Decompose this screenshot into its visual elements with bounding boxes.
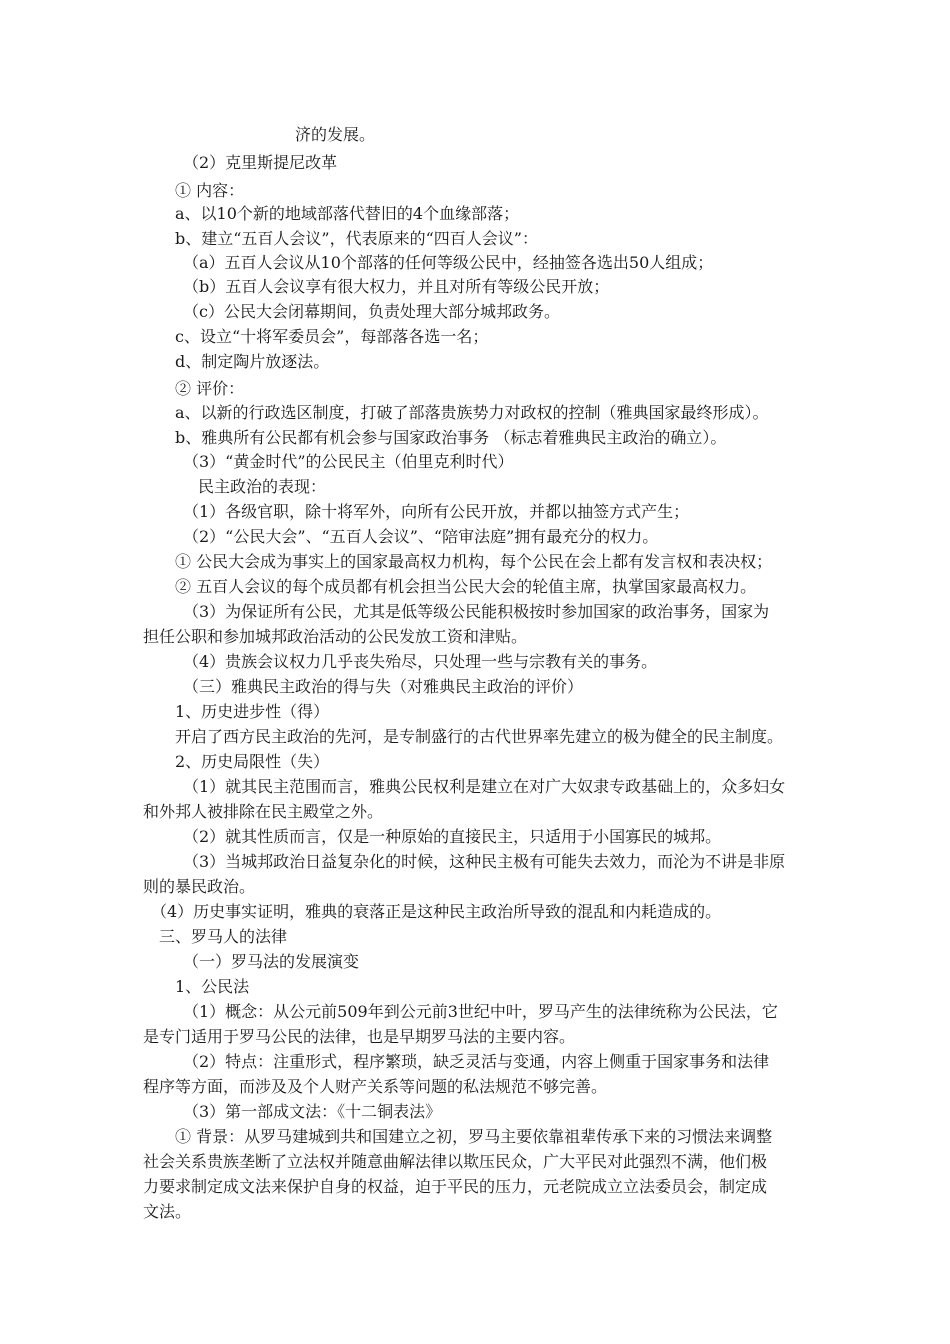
text-line: （2）特点：注重形式，程序繁琐，缺乏灵活与变通，内容上侧重于国家事务和法律	[183, 1052, 770, 1071]
text-line: 文法。	[143, 1202, 192, 1221]
text-line: （3）“黄金时代”的公民民主（伯里克利时代）	[183, 452, 514, 471]
text-line: 则的暴民政治。	[143, 877, 256, 896]
text-line: （1）就其民主范围而言，雅典公民权利是建立在对广大奴隶专政基础上的，众多妇女	[183, 777, 786, 796]
text-line: a、以新的行政选区制度，打破了部落贵族势力对政权的控制（雅典国家最终形成）。	[175, 403, 769, 422]
text-line: （一）罗马法的发展演变	[183, 952, 360, 971]
text-line: 力要求制定成文法来保护自身的权益，迫于平民的压力，元老院成立立法委员会，制定成	[143, 1177, 768, 1196]
text-line: 民主政治的表现：	[198, 477, 327, 496]
text-line: 社会关系贵族垄断了立法权并随意曲解法律以欺压民众，广大平民对此强烈不满，他们极	[143, 1152, 768, 1171]
text-line: 和外邦人被排除在民主殿堂之外。	[143, 802, 384, 821]
text-line: ② 评价：	[175, 379, 245, 398]
text-line: d、制定陶片放逐法。	[175, 352, 330, 371]
text-line: （4）历史事实证明，雅典的衰落正是这种民主政治所导致的混乱和内耗造成的。	[151, 902, 722, 921]
text-line: ① 内容：	[175, 181, 245, 200]
text-line: a、以10个新的地域部落代替旧的4个血缘部落；	[175, 204, 520, 223]
text-line: 1、公民法	[175, 977, 250, 996]
text-line: （2）“公民大会”、“五百人会议”、“陪审法庭”拥有最充分的权力。	[183, 527, 659, 546]
text-line: （c）公民大会闭幕期间，负责处理大部分城邦政务。	[183, 302, 560, 321]
text-line: （2）克里斯提尼改革	[183, 153, 338, 172]
text-line: b、建立“五百人会议”，代表原来的“四百人会议”：	[175, 229, 538, 248]
text-line: 2、历史局限性（失）	[175, 752, 330, 771]
text-line: （2）就其性质而言，仅是一种原始的直接民主，只适用于小国寡民的城邦。	[183, 827, 722, 846]
text-line: 担任公职和参加城邦政治活动的公民发放工资和津贴。	[143, 627, 528, 646]
text-line: 程序等方面，而涉及及个人财产关系等问题的私法规范不够完善。	[143, 1077, 608, 1096]
text-line: 是专门适用于罗马公民的法律，也是早期罗马法的主要内容。	[143, 1027, 576, 1046]
text-line: ① 背景：从罗马建城到共和国建立之初，罗马主要依靠祖辈传承下来的习惯法来调整	[175, 1127, 773, 1146]
text-line: c、设立“十将军委员会”，每部落各选一名；	[175, 327, 489, 346]
text-line: 开启了西方民主政治的先河，是专制盛行的古代世界率先建立的极为健全的民主制度。	[175, 727, 784, 746]
text-line: ① 公民大会成为事实上的国家最高权力机构，每个公民在会上都有发言权和表决权；	[175, 552, 773, 571]
text-line: 济的发展。	[295, 125, 376, 144]
text-line: （3）当城邦政治日益复杂化的时候，这种民主极有可能失去效力，而沦为不讲是非原	[183, 852, 786, 871]
text-line: （1）各级官职，除十将军外，向所有公民开放，并都以抽签方式产生；	[183, 502, 690, 521]
text-line: 三、罗马人的法律	[159, 927, 288, 946]
text-line: ② 五百人会议的每个成员都有机会担当公民大会的轮值主席，执掌国家最高权力。	[175, 577, 757, 596]
text-line: b、雅典所有公民都有机会参与国家政治事务 （标志着雅典民主政治的确立）。	[175, 428, 727, 447]
text-line: 1、历史进步性（得）	[175, 702, 330, 721]
text-line: （4）贵族会议权力几乎丧失殆尽，只处理一些与宗教有关的事务。	[183, 652, 658, 671]
text-line: （3）第一部成文法：《十二铜表法》	[183, 1102, 442, 1121]
text-line: （b）五百人会议享有很大权力，并且对所有等级公民开放；	[183, 277, 610, 296]
text-line: （三）雅典民主政治的得与失（对雅典民主政治的评价）	[183, 677, 584, 696]
text-line: （3）为保证所有公民，尤其是低等级公民能积极按时参加国家的政治事务，国家为	[183, 602, 770, 621]
text-line: （1）概念：从公元前509年到公元前3世纪中叶，罗马产生的法律统称为公民法，它	[183, 1002, 778, 1021]
text-line: （a）五百人会议从10个部落的任何等级公民中，经抽签各选出50人组成；	[183, 253, 714, 272]
